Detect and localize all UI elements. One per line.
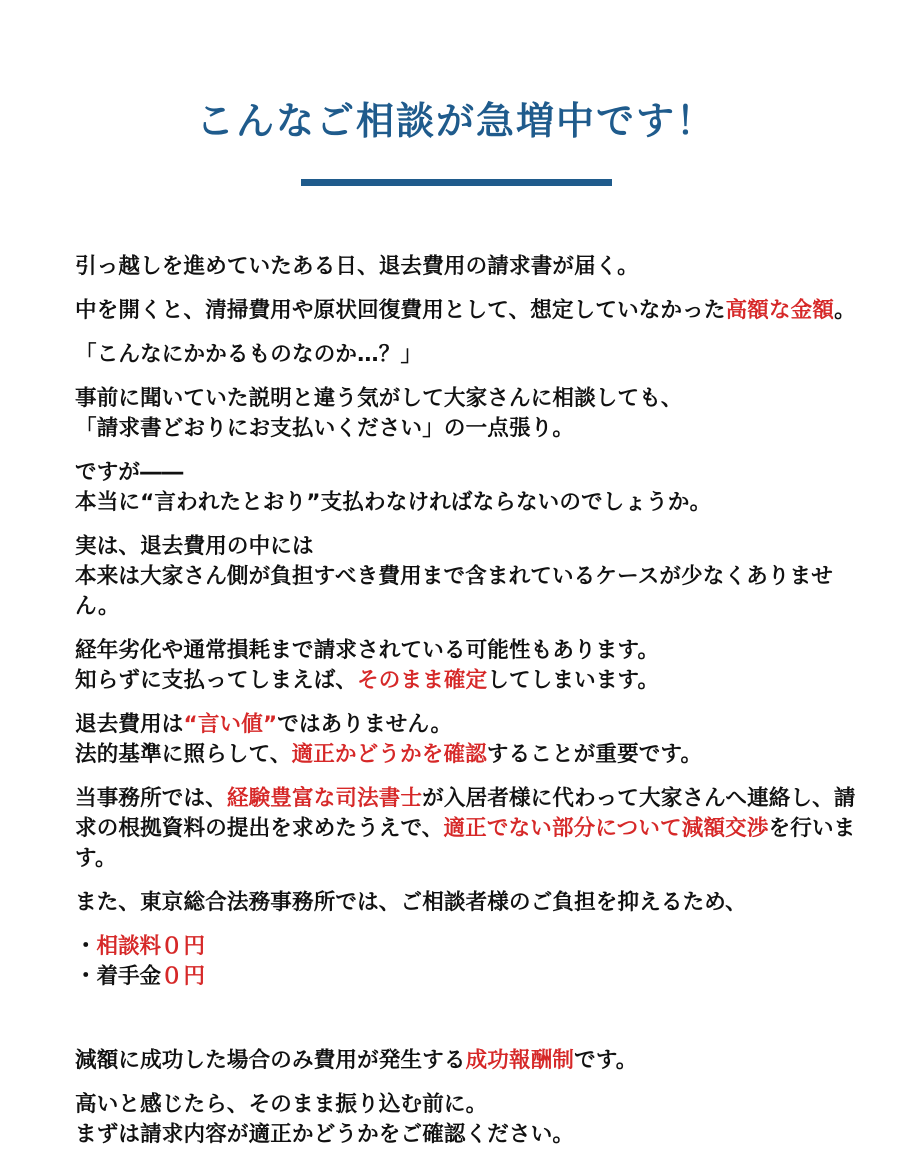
highlight-success-fee: 成功報酬制 [465,1048,575,1073]
highlight-asking-price: “言い値” [183,712,278,737]
paragraph-1 [75,252,875,282]
text-line: 本当に“言われたとおり”支払わなければならないのでしょうか。 [75,490,712,515]
text-line: まずは請求内容が適正かどうかをご確認ください。 [75,1122,575,1147]
text-run: ではありません。 [277,712,453,737]
paragraph-3 [75,340,875,370]
text-line: 実は、退去費用の中には [75,534,314,559]
text-line [75,666,875,696]
text-line: 引っ越しを進めていたある日、退去費用の請求書が届く。 [75,254,639,279]
highlight-high-amount: 高額な金額 [725,298,835,323]
text-run: 退去費用は [75,712,184,737]
fee-list [75,932,875,992]
bullet: ・ [75,934,97,959]
paragraph-10 [75,888,875,918]
highlight-negotiation: 適正でない部分について減額交渉 [443,816,769,841]
list-item [75,962,875,992]
paragraph-6 [75,532,875,622]
paragraph-2 [75,296,875,326]
paragraph-4 [75,384,875,444]
highlight-verify: 適正かどうかを確認 [291,742,487,767]
text-run: です。 [574,1048,638,1073]
text-line: 本来は大家さん側が負担すべき費用まで含まれているケースが少なくありません。 [75,564,833,619]
fee-value: ０円 [161,964,207,989]
text-run: を行います。 [75,816,856,871]
text-line: 経年劣化や通常損耗まで請求されている可能性もあります。 [75,638,660,663]
text-run: することが重要です。 [486,742,703,767]
text-line: ですが―― [75,460,184,485]
highlight-finalized: そのまま確定 [357,668,488,693]
text-run: 知らずに支払ってしまえば、 [75,668,358,693]
text-run: 中を開くと、清掃費用や原状回復費用として、想定していなかった [75,298,726,323]
text-line: 「こんなにかかるものなのか…？」 [75,342,423,367]
title-underline [301,179,612,186]
page-title: こんなご相談が急増中です！ [195,99,716,143]
text-run: してしまいます。 [487,668,660,693]
text-line: 事前に聞いていた説明と違う気がして大家さんに相談しても、 [75,386,683,411]
text-run: が入居者様に代わって大家さんへ連絡し、請求の根拠資料の提出を求めたうえで、 [75,786,856,841]
paragraph-8 [75,710,875,770]
text-line [75,784,875,874]
text-line [75,710,875,740]
fee-label: 相談料 [96,934,162,959]
fee-value: ０円 [161,934,207,959]
paragraph-9 [75,784,875,874]
bullet: ・ [75,964,97,989]
text-line [75,1046,875,1076]
text-run: 減額に成功した場合のみ費用が発生する [75,1048,466,1073]
text-line [75,740,875,770]
text-run: 当事務所では、 [75,786,227,811]
text-run: 。 [834,298,856,323]
text-line: また、東京総合法務事務所では、ご相談者様のご負担を抑えるため、 [75,890,747,915]
paragraph-7 [75,636,875,696]
text-line: 高いと感じたら、そのまま振り込む前に。 [75,1092,488,1117]
paragraph-5 [75,458,875,518]
text-run: 法的基準に照らして、 [75,742,292,767]
text-line [75,296,875,326]
paragraph-11 [75,1046,875,1076]
paragraph-12 [75,1090,875,1150]
fee-label: 着手金 [96,964,162,989]
highlight-experienced-scrivener: 経験豊富な司法書士 [226,786,423,811]
text-line: 「請求書どおりにお支払いください」の一点張り。 [75,416,575,441]
article-body [75,252,875,1164]
list-item [75,932,875,962]
